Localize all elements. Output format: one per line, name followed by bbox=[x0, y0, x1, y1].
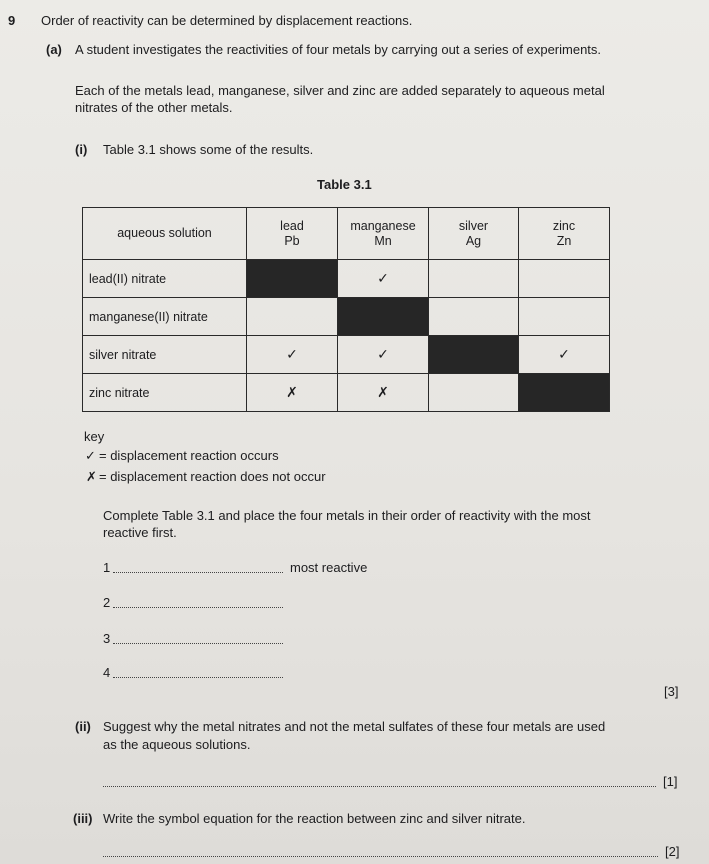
marks-2: [2] bbox=[665, 844, 680, 859]
tick-icon: ✓ bbox=[85, 448, 96, 463]
header-aqueous-solution: aqueous solution bbox=[83, 208, 247, 260]
cell-blank[interactable] bbox=[429, 260, 519, 298]
key-tick-text: = displacement reaction occurs bbox=[99, 448, 279, 463]
cell-blank[interactable] bbox=[519, 260, 610, 298]
sub-iii-label: (iii) bbox=[73, 811, 93, 826]
cross-icon: ✗ bbox=[86, 469, 97, 484]
row-label-lead-nitrate: lead(II) nitrate bbox=[83, 260, 247, 298]
cell-result: ✗ bbox=[338, 374, 429, 412]
header-manganese-name: manganese bbox=[350, 218, 416, 233]
answer-line-3[interactable] bbox=[113, 643, 283, 644]
order-number-4: 4 bbox=[103, 665, 111, 680]
header-silver-symbol: Ag bbox=[465, 233, 482, 248]
answer-line-iii[interactable] bbox=[103, 856, 658, 857]
paragraph-line2: nitrates of the other metals. bbox=[75, 100, 233, 115]
row-label-zinc-nitrate: zinc nitrate bbox=[83, 374, 247, 412]
cell-blank[interactable] bbox=[519, 298, 610, 336]
instruction-line1: Complete Table 3.1 and place the four metals in their order of reactivity with the most bbox=[103, 508, 591, 523]
header-manganese bbox=[338, 208, 429, 260]
sub-ii-line2: as the aqueous solutions. bbox=[103, 737, 251, 752]
part-a-label: (a) bbox=[46, 42, 62, 57]
table-row bbox=[83, 336, 610, 374]
shaded-cell bbox=[429, 336, 519, 374]
header-manganese-symbol: Mn bbox=[374, 233, 392, 248]
key-cross-text: = displacement reaction does not occur bbox=[99, 469, 326, 484]
sub-iii-text: Write the symbol equation for the reaction between zinc and silver nitrate. bbox=[103, 811, 526, 826]
sub-i-label: (i) bbox=[75, 142, 88, 157]
row-label-manganese-nitrate: manganese(II) nitrate bbox=[83, 298, 247, 336]
header-silver-name: silver bbox=[458, 218, 489, 233]
header-zinc-symbol: Zn bbox=[556, 233, 572, 248]
question-intro: Order of reactivity can be determined by displacement reactions. bbox=[41, 13, 413, 28]
header-zinc-name: zinc bbox=[552, 218, 576, 233]
cell-blank[interactable] bbox=[429, 298, 519, 336]
table-row bbox=[83, 260, 610, 298]
cell-result: ✓ bbox=[519, 336, 610, 374]
table-header-row bbox=[83, 208, 610, 260]
table-caption: Table 3.1 bbox=[317, 177, 372, 192]
table-row bbox=[83, 298, 610, 336]
order-number-3: 3 bbox=[103, 631, 111, 646]
answer-line-1[interactable] bbox=[113, 572, 283, 573]
cell-result: ✓ bbox=[338, 260, 429, 298]
question-number: 9 bbox=[8, 13, 16, 28]
cell-result: ✓ bbox=[338, 336, 429, 374]
sub-ii-line1: Suggest why the metal nitrates and not the metal sulfates of these four metals are used bbox=[103, 719, 606, 734]
order-number-2: 2 bbox=[103, 595, 111, 610]
cell-result: ✗ bbox=[247, 374, 338, 412]
header-lead-symbol: Pb bbox=[284, 233, 300, 248]
paragraph-line1: Each of the metals lead, manganese, silver and zinc are added separately to aqueous metal bbox=[75, 83, 605, 98]
shaded-cell bbox=[519, 374, 610, 412]
shaded-cell bbox=[247, 260, 338, 298]
table-row bbox=[83, 374, 610, 412]
cell-blank[interactable] bbox=[429, 374, 519, 412]
header-silver bbox=[429, 208, 519, 260]
most-reactive-label: most reactive bbox=[290, 560, 368, 575]
marks-1: [1] bbox=[663, 774, 678, 789]
instruction-line2: reactive first. bbox=[103, 525, 177, 540]
key-title: key bbox=[84, 429, 105, 444]
answer-line-2[interactable] bbox=[113, 607, 283, 608]
part-a-text: A student investigates the reactivities of four metals by carrying out a series of experiments. bbox=[75, 42, 602, 57]
cell-blank[interactable] bbox=[247, 298, 338, 336]
header-lead-name: lead bbox=[280, 218, 304, 233]
header-lead bbox=[247, 208, 338, 260]
cell-result: ✓ bbox=[247, 336, 338, 374]
header-zinc bbox=[519, 208, 610, 260]
reactivity-table bbox=[82, 207, 610, 412]
order-number-1: 1 bbox=[103, 560, 111, 575]
sub-ii-label: (ii) bbox=[75, 719, 91, 734]
answer-line-4[interactable] bbox=[113, 677, 283, 678]
answer-line-ii[interactable] bbox=[103, 786, 656, 787]
marks-3: [3] bbox=[664, 684, 679, 699]
sub-i-text: Table 3.1 shows some of the results. bbox=[103, 142, 314, 157]
shaded-cell bbox=[338, 298, 429, 336]
row-label-silver-nitrate: silver nitrate bbox=[83, 336, 247, 374]
